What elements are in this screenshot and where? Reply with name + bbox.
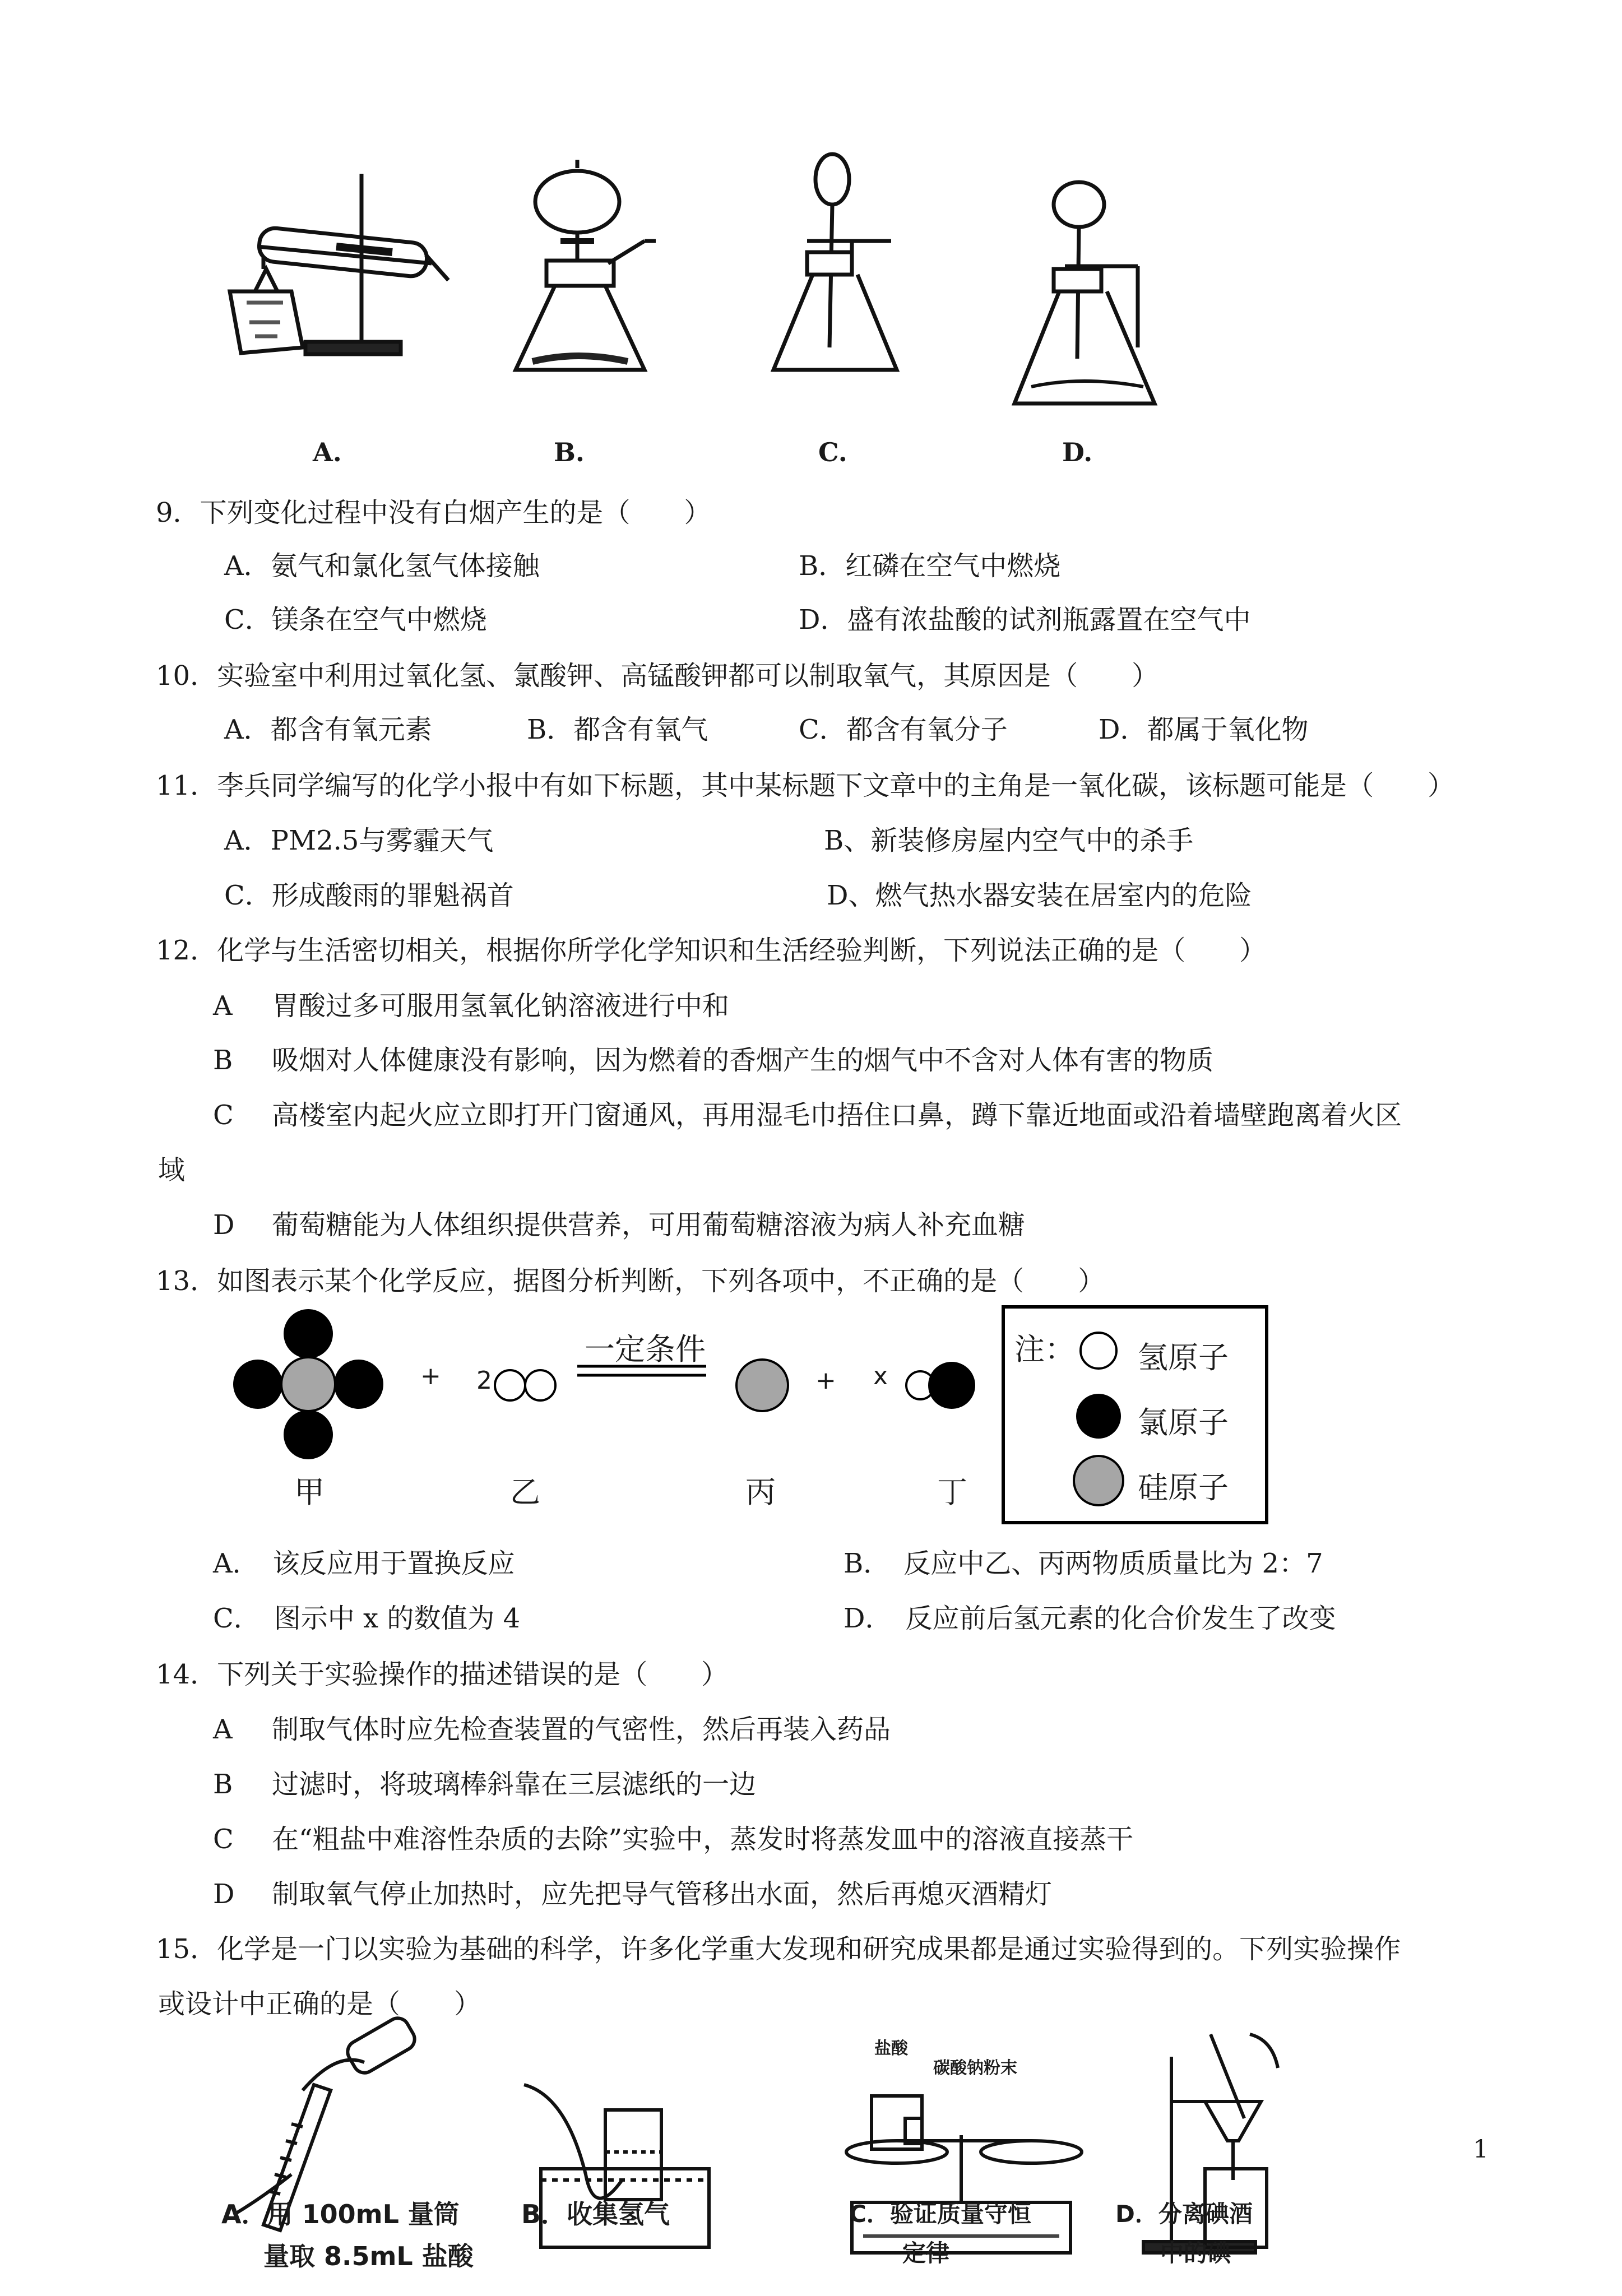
q10-stem: 10．实验室中利用过氧化氢、氯酸钾、高锰酸钾都可以制取氧气，其原因是（ ） <box>156 660 1159 692</box>
q15-stem-line-1: 15．化学是一门以实验为基础的科学，许多化学重大发现和研究成果都是通过实验得到的。下列实验操作 <box>156 1933 1401 1965</box>
q13-name-bing: 丙 <box>745 1474 776 1510</box>
q12-stem: 12．化学与生活密切相关，根据你所学化学知识和生活经验判断，下列说法正确的是（ ） <box>156 935 1267 966</box>
legend-silicon-icon <box>1074 1456 1123 1505</box>
q9-option-c: C．镁条在空气中燃烧 <box>224 604 487 636</box>
q12-text-a: 胃酸过多可服用氢氧化钠溶液进行中和 <box>272 990 730 1022</box>
q15-caption-c-line-2: 定律 <box>902 2239 950 2267</box>
q12-text-d: 葡萄糖能为人体组织提供营养，可用葡萄糖溶液为病人补充血糖 <box>272 1209 1026 1241</box>
legend-title: 注： <box>1014 1332 1075 1367</box>
q13-name-ding: 丁 <box>937 1474 967 1510</box>
apparatus-d-icon <box>1014 182 1155 403</box>
q8-label-d: D. <box>1062 437 1093 467</box>
apparatus-c-icon <box>773 154 897 370</box>
apparatus-b-icon <box>516 160 656 370</box>
q14-text-c: 在“粗盐中难溶性杂质的去除”实验中，蒸发时将蒸发皿中的溶液直接蒸干 <box>272 1824 1134 1855</box>
q14-text-b: 过滤时，将玻璃棒斜靠在三层滤纸的一边 <box>272 1769 757 1800</box>
q13-name-jia: 甲 <box>294 1474 325 1510</box>
q14-letter-c: C <box>213 1824 234 1855</box>
q9-stem: 9．下列变化过程中没有白烟产生的是（ ） <box>156 497 711 528</box>
q11-option-c: C．形成酸雨的罪魁祸首 <box>224 880 514 911</box>
q8-label-b: B. <box>554 437 585 467</box>
q13-stem: 13．如图表示某个化学反应，据图分析判断，下列各项中，不正确的是（ ） <box>156 1265 1105 1297</box>
q13-coef-yi: 2 <box>476 1366 492 1395</box>
q11-option-b: B、新装修房屋内空气中的杀手 <box>824 825 1194 856</box>
q14-text-d: 制取氧气停止加热时，应先把导气管移出水面，然后再熄灭酒精灯 <box>272 1878 1053 1910</box>
q11-stem: 11．李兵同学编写的化学小报中有如下标题，其中某标题下文章中的主角是一氧化碳，该标题可能是（ ） <box>156 770 1455 801</box>
q13-option-c: C． 图示中 x 的数值为 4 <box>213 1603 521 1634</box>
q12-text-c: 高楼室内起火应立即打开门窗通风，再用湿毛巾捂住口鼻，蹲下靠近地面或沿着墙壁跑离着火区 <box>272 1100 1402 1131</box>
q15-caption-d-line-1: D．分离碘酒 <box>1115 2200 1253 2228</box>
q14-letter-a: A <box>213 1714 233 1745</box>
molecule-jia-icon <box>234 1310 382 1458</box>
q10-option-a: A．都含有氧元素 <box>224 714 432 745</box>
q14-text-a: 制取气体时应先检查装置的气密性，然后再装入药品 <box>272 1714 891 1745</box>
apparatus-a-icon <box>230 174 448 354</box>
q15-stem-line-2: 或设计中正确的是（ ） <box>158 1988 481 2020</box>
q13-reaction-diagram <box>213 1300 1278 1536</box>
q14-letter-d: D <box>213 1878 235 1910</box>
legend-hydrogen-icon <box>1081 1333 1116 1369</box>
molecule-bing-icon <box>736 1360 788 1411</box>
q15-caption-b: B．收集氢气 <box>521 2199 670 2229</box>
q15-figure-row <box>0 2012 1622 2294</box>
q8-figure-row <box>0 0 1622 482</box>
q12-text-b: 吸烟对人体健康没有影响，因为燃着的香烟产生的烟气中不含对人体有害的物质 <box>272 1045 1214 1076</box>
q13-plus-1: + <box>420 1362 441 1390</box>
q15-apparatus-drawings <box>0 2012 1622 2294</box>
q13-option-b: B． 反应中乙、丙两物质质量比为 2：7 <box>844 1548 1323 1579</box>
q15-caption-a-line-1: A．用 100mL 量筒 <box>221 2199 460 2229</box>
q14-stem: 14．下列关于实验操作的描述错误的是（ ） <box>156 1659 729 1690</box>
q12-letter-b: B <box>213 1045 233 1076</box>
legend-label-chlorine: 氯原子 <box>1138 1405 1229 1440</box>
q12-letter-c: C <box>213 1100 234 1131</box>
page-number: 1 <box>1473 2135 1489 2164</box>
q12-letter-d: D <box>213 1209 235 1241</box>
label-hcl: 盐酸 <box>874 2039 908 2058</box>
q12-text-c-continued: 域 <box>158 1154 186 1186</box>
molecule-yi-icon <box>495 1370 555 1400</box>
q15-caption-d-line-2: 中的碘 <box>1160 2239 1231 2267</box>
q11-option-d: D、燃气热水器安装在居室内的危险 <box>827 880 1252 911</box>
q11-option-a: A．PM2.5与雾霾天气 <box>224 825 494 856</box>
q9-option-b: B．红磷在空气中燃烧 <box>799 550 1061 582</box>
q8-label-c: C. <box>818 437 847 467</box>
legend-chlorine-icon <box>1076 1394 1121 1439</box>
q10-option-b: B．都含有氧气 <box>527 714 708 745</box>
q13-coef-ding: x <box>873 1362 888 1390</box>
q12-letter-a: A <box>213 990 233 1022</box>
q8-apparatus-drawings <box>0 0 1622 482</box>
legend-label-hydrogen: 氢原子 <box>1138 1340 1229 1375</box>
q13-plus-2: + <box>815 1366 836 1395</box>
q8-label-a: A. <box>313 437 342 467</box>
q9-option-d: D．盛有浓盐酸的试剂瓶露置在空气中 <box>799 604 1251 636</box>
molecule-ding-icon <box>906 1363 974 1408</box>
q9-option-a: A．氨气和氯化氢气体接触 <box>224 550 540 582</box>
label-na2co3: 碳酸钠粉末 <box>933 2058 1017 2078</box>
q15-caption-a-line-2: 量取 8.5mL 盐酸 <box>263 2241 474 2271</box>
legend-label-silicon: 硅原子 <box>1138 1470 1229 1505</box>
q14-letter-b: B <box>213 1769 233 1800</box>
q10-option-c: C．都含有氧分子 <box>799 714 1008 745</box>
q10-option-d: D．都属于氧化物 <box>1099 714 1309 745</box>
q15-caption-c-line-1: C．验证质量守恒 <box>849 2200 1031 2228</box>
q13-option-d: D． 反应前后氢元素的化合价发生了改变 <box>844 1603 1336 1634</box>
q13-name-yi: 乙 <box>510 1474 540 1510</box>
q13-option-a: A． 该反应用于置换反应 <box>213 1548 515 1579</box>
q13-condition: 一定条件 <box>585 1332 706 1367</box>
